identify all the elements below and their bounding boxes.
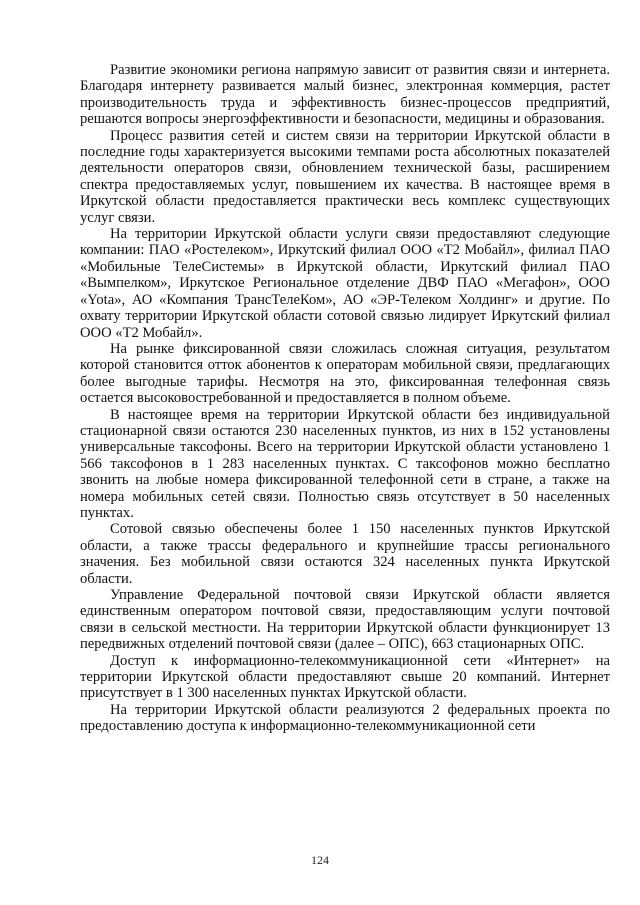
paragraph-federal-projects: На территории Иркутской области реализуются 2 федеральных проекта по предоставлению доступа к информационно-телекоммуникационной сети bbox=[80, 701, 610, 735]
paragraph-fixed-line-market: На рынке фиксированной связи сложилась сложная ситуация, результатом которой становится отток абонентов к операторам мобильной связи, предлагающих более выгодные тарифы. Несмотря на это, фиксированная телефонная связь остается высоковостребованной и предоставляется в полном объеме. bbox=[80, 340, 610, 407]
paragraph-economy: Развитие экономики региона напрямую зависит от развития связи и интернета. Благодаря интернету развивается малый бизнес, электронная коммерция, растет производительность труда и эффективность бизнес-процессов предприятий, решаются вопросы энергоэффективности и безопасности, медицины и образования. bbox=[80, 62, 610, 128]
paragraph-network-development: Процесс развития сетей и систем связи на территории Иркутской области в последние годы характеризуется высокими темпами роста абсолютных показателей деятельности операторов связи, обновлением технической базы, расширением спектра предоставляемых услуг, повышением их качества. В настоящее время в Иркутской области предоставляется практически весь комплекс существующих услуг связи. bbox=[80, 127, 610, 226]
document-body bbox=[80, 62, 610, 735]
paragraph-cellular-coverage: Сотовой связью обеспечены более 1 150 населенных пунктов Иркутской области, а также трассы федерального и крупнейшие трассы регионального значения. Без мобильной связи остаются 324 населенных пункта Иркутской области. bbox=[80, 521, 610, 587]
page-number: 124 bbox=[311, 853, 329, 867]
paragraph-operators: На территории Иркутской области услуги связи предоставляют следующие компании: ПАО «Ростелеком», Иркутский филиал ООО «Т2 Мобайл», филиал ПАО «Мобильные ТелеСистемы» в Иркутской области, Иркутский филиал ПАО «Вымпелком», Иркутское Региональное отделение ДВФ ПАО «Мегафон», ООО «Yota», АО «Компания ТрансТелеКом», АО «ЭР-Телеком Холдинг» и другие. По охвату территории Иркутской области сотовой связью лидирует Иркутский филиал ООО «Т2 Мобайл». bbox=[80, 226, 610, 341]
paragraph-payphones: В настоящее время на территории Иркутской области без индивидуальной стационарной связи остаются 230 населенных пунктов, из них в 152 установлены универсальные таксофоны. Всего на территории Иркутской области установлено 1 566 таксофонов в 1 283 населенных пунктах. С таксофонов можно бесплатно звонить на любые номера фиксированной телефонной сети в стране, а также на номера мобильных сетей связи. Полностью связь отсутствует в 50 населенных пунктах. bbox=[80, 406, 610, 521]
paragraph-internet-access: Доступ к информационно-телекоммуникационной сети «Интернет» на территории Иркутской области предоставляют свыше 20 компаний. Интернет присутствует в 1 300 населенных пунктах Иркутской области. bbox=[80, 652, 610, 702]
paragraph-postal-service: Управление Федеральной почтовой связи Иркутской области является единственным оператором почтовой связи, предоставляющим услуги почтовой связи в сельской местности. На территории Иркутской области функционирует 13 передвижных отделений почтовой связи (далее – ОПС), 663 стационарных ОПС. bbox=[80, 587, 610, 653]
